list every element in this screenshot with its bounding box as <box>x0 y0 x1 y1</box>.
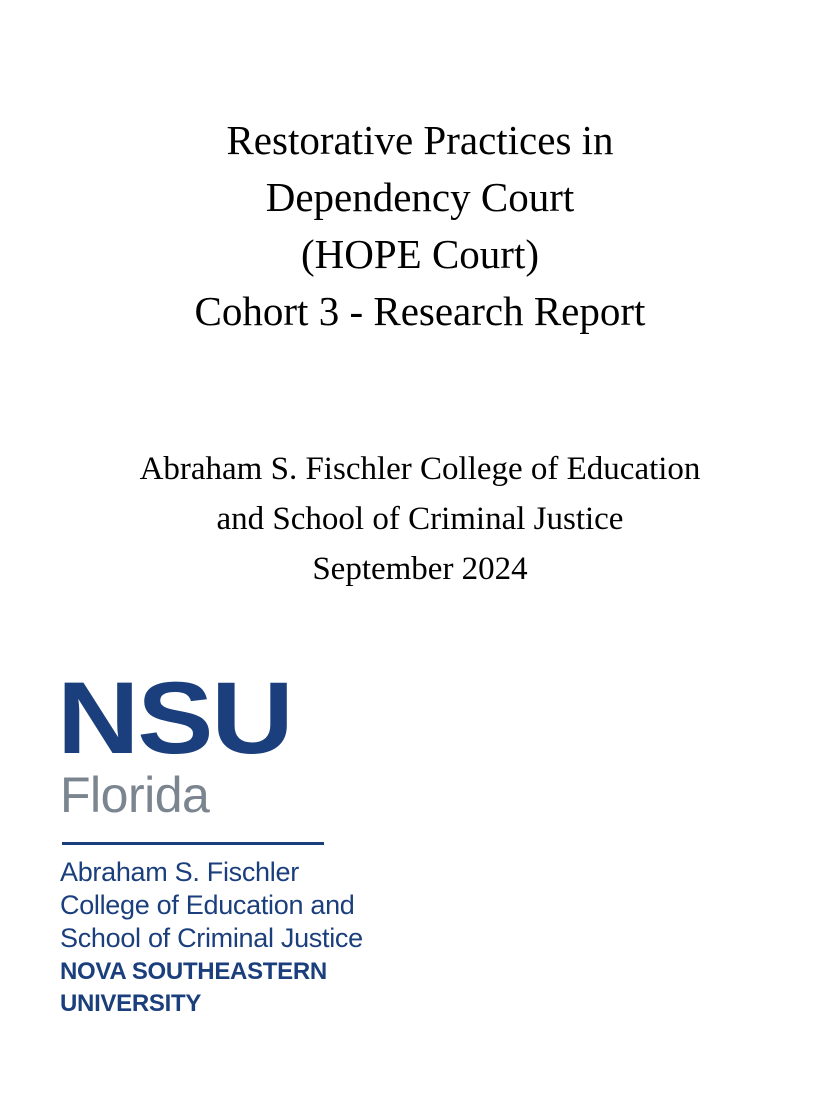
logo-location: Florida <box>60 767 210 823</box>
logo-college-name <box>60 856 363 955</box>
logo-college-line: Abraham S. Fischler <box>60 857 299 887</box>
logo-acronym: NSU <box>57 661 292 775</box>
subtitle-school-line: and School of Criminal Justice <box>216 501 624 537</box>
report-title <box>0 112 840 340</box>
nsu-logo <box>57 661 405 1018</box>
logo-university-line: UNIVERSITY <box>60 990 202 1017</box>
logo-university-name <box>60 956 327 1020</box>
logo-college-line: School of Criminal Justice <box>60 923 363 953</box>
subtitle-college-line: Abraham S. Fischler College of Education <box>139 451 701 487</box>
title-line: Cohort 3 - Research Report <box>194 288 646 334</box>
logo-college-line: College of Education and <box>60 890 355 920</box>
report-subtitle <box>0 444 840 594</box>
title-line: Dependency Court <box>265 174 575 220</box>
title-line: Restorative Practices in <box>226 117 614 163</box>
logo-university-line: NOVA SOUTHEASTERN <box>60 958 327 985</box>
logo-divider <box>62 842 324 845</box>
report-date: September 2024 <box>312 551 528 587</box>
title-line: (HOPE Court) <box>300 231 539 277</box>
